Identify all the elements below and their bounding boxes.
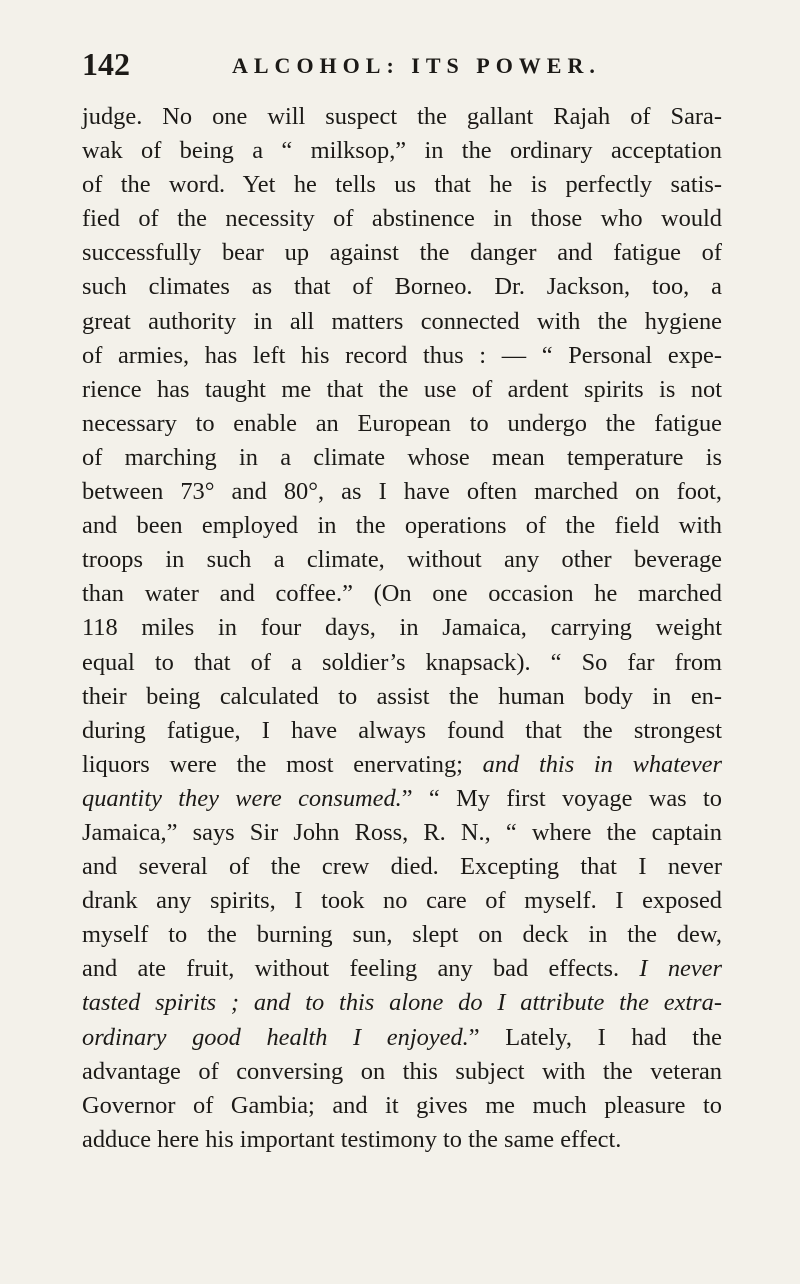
text-line	[82, 305, 722, 339]
text-run: necessary to enable an European to undergo the fatigue	[82, 409, 722, 437]
page-header	[82, 44, 722, 84]
text-run: than water and coffee.” (On one occasion he marched	[82, 580, 722, 608]
italic-text: and this in whatever	[482, 750, 722, 778]
page-number: 142	[82, 46, 130, 82]
text-line	[82, 373, 722, 407]
text-line	[82, 646, 722, 680]
text-run: during fatigue, I have always found that the strongest	[82, 716, 722, 744]
text-line	[82, 236, 722, 270]
body-text	[82, 100, 722, 1157]
text-line	[82, 134, 722, 168]
text-line	[82, 543, 722, 577]
text-run: drank any spirits, I took no care of myself. I exposed	[82, 887, 722, 915]
text-line	[82, 748, 722, 782]
text-run: of marching in a climate whose mean temperature is	[82, 443, 722, 471]
text-run: ” “ My first voyage was to	[401, 784, 722, 812]
italic-text: tasted spirits ; and to this alone do I attribute the extra-	[82, 989, 722, 1017]
text-line	[82, 884, 722, 918]
text-run: adduce here his important testimony to the same effect.	[82, 1125, 622, 1153]
text-line	[82, 100, 722, 134]
text-run: judge. No one will suspect the gallant Rajah of Sara-	[82, 103, 722, 130]
italic-text: I never	[639, 955, 723, 983]
text-line	[82, 577, 722, 611]
text-run: their being calculated to assist the human body in en-	[82, 682, 722, 710]
text-line	[82, 714, 722, 748]
text-run: fied of the necessity of abstinence in those who would	[82, 205, 722, 233]
italic-text: ordinary good health I enjoyed.	[82, 1023, 469, 1051]
text-line	[82, 441, 722, 475]
text-line	[82, 611, 722, 645]
text-line	[82, 1089, 722, 1123]
text-line	[82, 850, 722, 884]
text-line	[82, 1123, 722, 1157]
text-line	[82, 475, 722, 509]
text-run: equal to that of a soldier’s knapsack). “ So far from	[82, 648, 722, 676]
text-line	[82, 986, 722, 1020]
text-line	[82, 782, 722, 816]
text-line	[82, 509, 722, 543]
text-run: Governor of Gambia; and it gives me much pleasure to	[82, 1091, 722, 1119]
text-run: ” Lately, I had the	[468, 1023, 722, 1051]
text-line	[82, 407, 722, 441]
text-line	[82, 202, 722, 236]
text-run: and several of the crew died. Excepting that I never	[82, 853, 722, 881]
text-run: liquors were the most enervating;	[82, 750, 483, 778]
text-run: and ate fruit, without feeling any bad effects.	[82, 955, 640, 983]
text-run: troops in such a climate, without any other beverage	[82, 546, 722, 574]
text-run: of the word. Yet he tells us that he is perfectly satis-	[82, 171, 722, 199]
text-run: and been employed in the operations of the field with	[82, 512, 722, 540]
text-run: successfully bear up against the danger and fatigue of	[82, 239, 722, 267]
text-run: advantage of conversing on this subject with the veteran	[82, 1057, 722, 1085]
text-run: such climates as that of Borneo. Dr. Jackson, too, a	[82, 273, 722, 301]
text-line	[82, 952, 722, 986]
text-line	[82, 270, 722, 304]
text-run: great authority in all matters connected with the hygiene	[82, 307, 722, 335]
text-line	[82, 680, 722, 714]
text-run: wak of being a “ milksop,” in the ordinary acceptation	[82, 137, 722, 165]
text-line	[82, 918, 722, 952]
text-run: Jamaica,” says Sir John Ross, R. N., “ where the captain	[82, 818, 722, 846]
text-line	[82, 816, 722, 850]
text-line	[82, 1021, 722, 1055]
italic-text: quantity they were consumed.	[82, 784, 402, 812]
text-run: myself to the burning sun, slept on deck in the dew,	[82, 921, 722, 949]
running-title: ALCOHOL: ITS POWER.	[232, 53, 601, 78]
text-run: between 73° and 80°, as I have often marched on foot,	[82, 478, 722, 506]
text-line	[82, 1055, 722, 1089]
text-line	[82, 168, 722, 202]
text-line	[82, 339, 722, 373]
text-run: rience has taught me that the use of ardent spirits is not	[82, 375, 722, 403]
text-run: 118 miles in four days, in Jamaica, carrying weight	[82, 614, 722, 642]
text-run: of armies, has left his record thus : — “ Personal expe-	[82, 341, 722, 369]
